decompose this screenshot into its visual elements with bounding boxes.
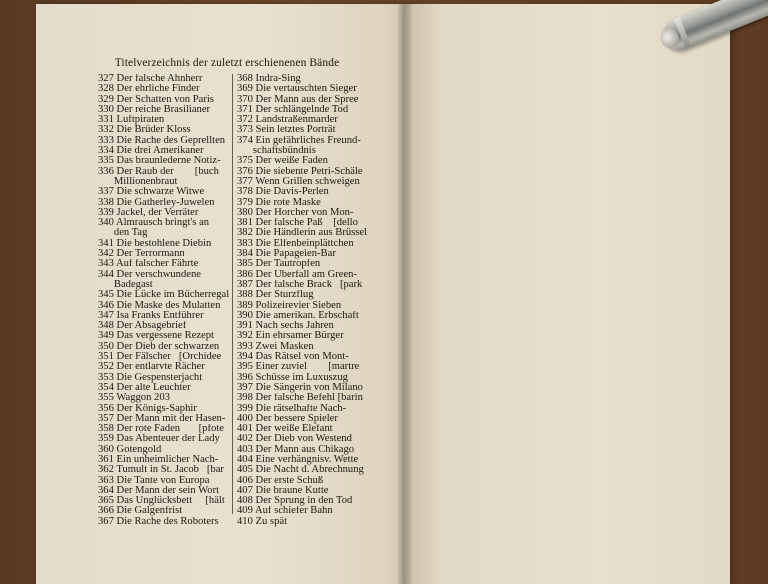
title-entry: 391 Nach sechs Jahren xyxy=(237,321,334,332)
title-entry: 383 Die Elfenbeinplättchen xyxy=(237,238,354,249)
title-entry: 404 Eine verhängnisv. Wette xyxy=(237,454,359,465)
title-entry: 381 Der falsche Paß [dello xyxy=(237,218,358,229)
title-entry: 336 Der Raub der [buch xyxy=(98,166,219,177)
title-entry: 377 Wenn Grillen schweigen xyxy=(237,176,360,187)
title-entry: 356 Der Königs-Saphir xyxy=(98,403,197,414)
title-entry: 364 Der Mann der sein Wort xyxy=(98,485,220,496)
title-entry: 327 Der falsche Ahnherr xyxy=(98,74,203,84)
title-entry: 406 Der erste Schuß xyxy=(237,475,324,486)
title-entry: 347 Isa Franks Entführer xyxy=(98,310,204,321)
title-entry: 378 Die Davis-Perlen xyxy=(237,187,329,198)
title-entry: 379 Die rote Maske xyxy=(237,197,321,208)
title-entry: 410 Zu spät xyxy=(237,516,288,527)
title-entry: 367 Die Rache des Roboters xyxy=(98,516,219,527)
title-entry: 335 Das braunlederne Notiz- xyxy=(98,156,221,167)
title-entry: 339 Jackel, der Verräter xyxy=(98,207,199,218)
title-entry: 390 Die amerikan. Erbschaft xyxy=(237,310,359,321)
title-entry: 385 Der Tautropfen xyxy=(237,259,321,270)
title-entry: 393 Zwei Masken xyxy=(237,341,314,352)
title-entry: 368 Indra-Sing xyxy=(237,74,301,84)
title-entry: 359 Das Abenteuer der Lady xyxy=(98,434,220,445)
title-entry: 395 Einer zuviel [martre xyxy=(237,362,360,373)
title-entry: 376 Die siebente Petri-Schäle xyxy=(237,166,363,177)
title-entry: 369 Die vertauschten Sieger xyxy=(237,84,357,95)
title-entry: 366 Die Galgenfrist xyxy=(98,506,183,517)
title-entry: 342 Der Terrormann xyxy=(98,249,185,260)
title-entry: 394 Das Rätsel von Mont- xyxy=(237,352,349,363)
title-entry: 341 Die bestohlene Diebin xyxy=(98,238,212,249)
title-entry: Millionenbraut xyxy=(98,176,178,187)
title-entry: 403 Der Mann aus Chikago xyxy=(237,444,355,455)
title-entry: 362 Tumult in St. Jacob [bar xyxy=(98,465,224,476)
title-entry: 375 Der weiße Faden xyxy=(237,156,328,167)
title-entry: 361 Ein unheimlicher Nach- xyxy=(98,454,219,465)
title-entry: 333 Die Rache des Geprellten xyxy=(98,135,226,146)
title-entry: 402 Der Dieb von Westend xyxy=(237,434,352,445)
title-entry: 328 Der ehrliche Finder xyxy=(98,84,200,95)
title-entry: Badegast xyxy=(98,279,153,290)
title-entry: 338 Die Gatherley-Juwelen xyxy=(98,197,215,208)
title-entry: 349 Das vergessene Rezept xyxy=(98,331,215,342)
title-entry: 329 Der Schatten von Paris xyxy=(98,94,214,105)
title-entry: den Tag xyxy=(98,228,148,239)
title-entry: 345 Die Lücke im Bücherregal xyxy=(98,290,230,301)
title-entry: 352 Der entlarvte Rächer xyxy=(98,362,205,373)
title-entry: 389 Polizeirevier Sieben xyxy=(237,300,342,311)
title-entry: 330 Der reiche Brasilianer xyxy=(98,104,211,115)
title-entry: 346 Die Maske des Mulatten xyxy=(98,300,221,311)
title-entry: 358 Der rote Faden [pfote xyxy=(98,424,224,435)
title-entry: 373 Sein letztes Porträt xyxy=(237,125,336,136)
title-entry: 392 Ein ehrsamer Bürger xyxy=(237,331,344,342)
title-entry: 408 Der Sprung in den Tod xyxy=(237,496,353,507)
title-entry: 357 Der Mann mit der Hasen- xyxy=(98,413,226,424)
title-entry: 407 Die braune Kutte xyxy=(237,485,329,496)
title-entry: 399 Die rätselhafte Nach- xyxy=(237,403,347,414)
title-entry: 332 Die Brüder Kloss xyxy=(98,125,191,136)
title-entry: 343 Auf falscher Fährte xyxy=(98,259,199,270)
right-page xyxy=(404,4,730,584)
title-entry: 372 Landstraßenmarder xyxy=(237,115,338,126)
title-entry: 396 Schüsse im Luxuszug xyxy=(237,372,348,383)
title-entry: 351 Der Fälscher [Orchidee xyxy=(98,352,222,363)
title-list-right-column xyxy=(237,74,407,527)
title-entry: 337 Die schwarze Witwe xyxy=(98,187,205,198)
title-entry: 371 Der schlängelnde Tod xyxy=(237,104,349,115)
title-entry: 401 Der weiße Elefant xyxy=(237,424,333,435)
title-entry: 370 Der Mann aus der Spree xyxy=(237,94,359,105)
title-entry: 382 Die Händlerin aus Brüssel xyxy=(237,228,368,239)
title-entry: schaftsbündnis xyxy=(237,146,316,157)
title-entry: 400 Der bessere Spieler xyxy=(237,413,338,424)
title-entry: 355 Waggon 203 xyxy=(98,393,170,404)
title-entry: 354 Der alte Leuchter xyxy=(98,382,191,393)
page-title: Titelverzeichnis der zuletzt erschienenen Bände xyxy=(114,57,340,69)
title-entry: 398 Der falsche Befehl [barin xyxy=(237,393,363,404)
title-entry: 363 Die Tante von Europa xyxy=(98,475,210,486)
title-entry: 348 Der Absagebrief xyxy=(98,321,187,332)
title-entry: 388 Der Sturzflug xyxy=(237,290,314,301)
title-entry: 397 Die Sängerin von Milano xyxy=(237,382,363,393)
title-entry: 405 Die Nacht d. Abrechnung xyxy=(237,465,364,476)
title-entry: 384 Die Papageien-Bar xyxy=(237,249,336,260)
title-entry: 380 Der Horcher von Mon- xyxy=(237,207,354,218)
title-entry: 353 Die Gespensterjacht xyxy=(98,372,203,383)
title-entry: 365 Das Unglücksbett [hält xyxy=(98,496,225,507)
title-entry: 360 Gotengold xyxy=(98,444,162,455)
title-entry: 350 Der Dieb der schwarzen xyxy=(98,341,220,352)
column-divider xyxy=(232,74,233,514)
title-entry: 331 Luftpiraten xyxy=(98,115,165,126)
title-entry: 374 Ein gefährliches Freund- xyxy=(237,135,361,146)
title-entry: 387 Der falsche Brack [park xyxy=(237,279,363,290)
title-entry: 334 Die drei Amerikaner xyxy=(98,146,204,157)
title-entry: 386 Der Überfall am Green- xyxy=(237,269,358,280)
title-entry: 409 Auf schiefer Bahn xyxy=(237,506,333,517)
title-entry: 344 Der verschwundene xyxy=(98,269,201,280)
title-entry: 340 Almrausch bringt's an xyxy=(98,218,210,229)
